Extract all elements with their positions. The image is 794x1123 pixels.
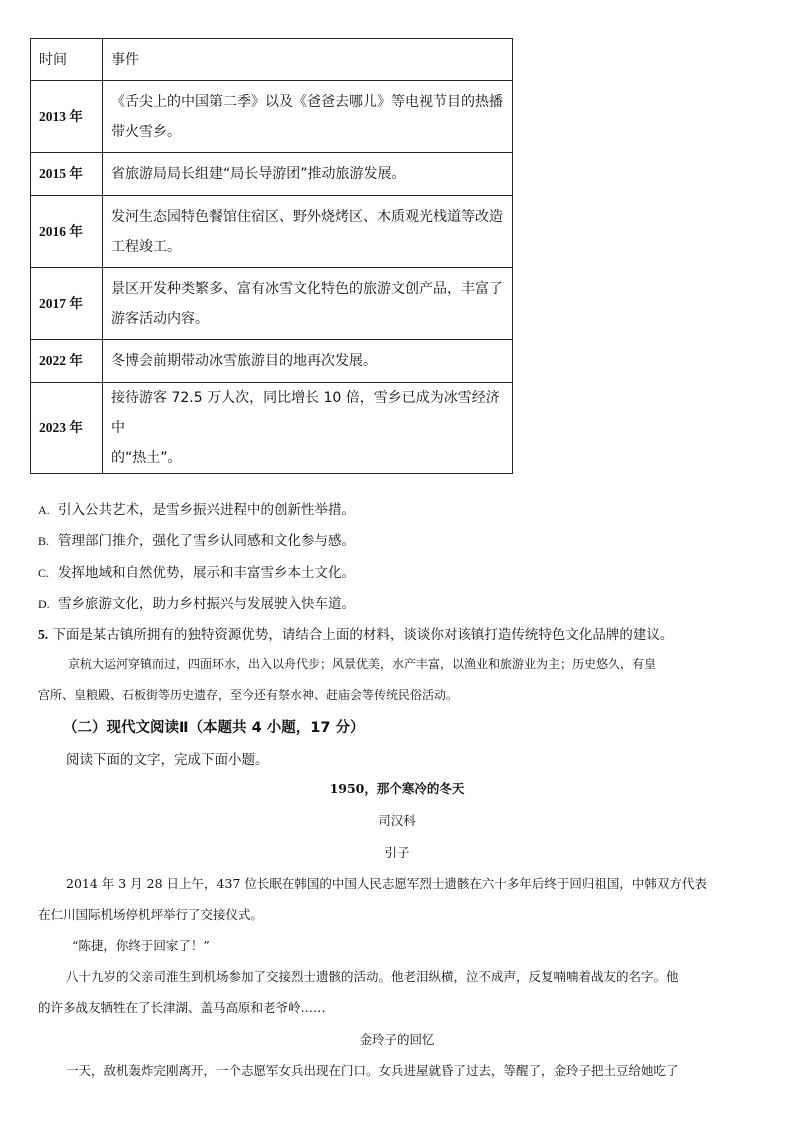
- option-a: [38, 498, 355, 518]
- event-cell: 景区开发种类繁多、富有冰雪文化特色的旅游文创产品，丰富了 游客活动内容。: [103, 268, 513, 340]
- option-letter: A.: [38, 503, 50, 517]
- section-instruction: 阅读下面的文字，完成下面小题。: [66, 752, 269, 768]
- option-letter: C.: [38, 566, 50, 580]
- question-5: [38, 623, 673, 643]
- paragraph-line: 八十九岁的父亲司淮生到机场参加了交接烈士遗骸的活动。他老泪纵横，泣不成声，反复喃喃着战友的名字。他: [66, 969, 679, 984]
- paragraph-line: 的许多战友牺牲在了长津湖、盖马高原和老爷岭……: [38, 1000, 326, 1015]
- year-cell: 2015 年: [31, 153, 103, 196]
- option-letter: D.: [38, 597, 50, 611]
- event-cell: 冬博会前期带动冰雪旅游目的地再次发展。: [103, 340, 513, 383]
- question-number: 5.: [38, 627, 49, 642]
- event-cell: 接待游客 72.5 万人次，同比增长 10 倍，雪乡已成为冰雪经济中 的“热土”。: [103, 383, 513, 474]
- memory-subtitle: 金玲子的回忆: [359, 1032, 435, 1047]
- table-row: [31, 268, 513, 340]
- prologue-heading: 引子: [384, 845, 410, 860]
- event-cell: 省旅游局局长组建“局长导游团”推动旅游发展。: [103, 153, 513, 196]
- year-cell: 2016 年: [31, 196, 103, 268]
- question-text: 下面是某古镇所拥有的独特资源优势，请结合上面的材料，谈谈你对该镇打造传统特色文化品牌的建议。: [52, 627, 674, 643]
- year-cell: 2013 年: [31, 81, 103, 153]
- table-row: [31, 383, 513, 474]
- option-text: 引入公共艺术，是雪乡振兴进程中的创新性举措。: [58, 502, 355, 518]
- table-row: [31, 196, 513, 268]
- option-text: 管理部门推介，强化了雪乡认同感和文化参与感。: [58, 533, 355, 549]
- table-header-row: [31, 39, 513, 81]
- story-title: 1950，那个寒冷的冬天: [329, 781, 465, 796]
- material-line: 宫所、皇粮殿、石板街等历史遗存，至今还有祭水神、赶庙会等传统民俗活动。: [38, 688, 459, 702]
- year-cell: 2023 年: [31, 383, 103, 474]
- header-time: 时间: [31, 39, 103, 81]
- event-cell: 发河生态园特色餐馆住宿区、野外烧烤区、木质观光栈道等改造 工程竣工。: [103, 196, 513, 268]
- option-text: 雪乡旅游文化，助力乡村振兴与发展驶入快车道。: [58, 596, 355, 612]
- year-cell: 2022 年: [31, 340, 103, 383]
- table-row: [31, 153, 513, 196]
- year-cell: 2017 年: [31, 268, 103, 340]
- table-row: [31, 81, 513, 153]
- story-author: 司汉科: [378, 813, 416, 828]
- paragraph-line: 2014 年 3 月 28 日上午，437 位长眠在韩国的中国人民志愿军烈士遗骸在六十多年后终于回归祖国，中韩双方代表: [66, 876, 707, 891]
- paragraph-line: 在仁川国际机场停机坪举行了交接仪式。: [38, 907, 264, 922]
- table-row: [31, 340, 513, 383]
- section-heading: （二）现代文阅读Ⅱ（本题共 4 小题，17 分）: [63, 720, 365, 736]
- timeline-table: [30, 38, 513, 474]
- material-line: 京杭大运河穿镇而过，四面环水，出入以舟代步；风景优美，水产丰富，以渔业和旅游业为主；历史悠久，有皇: [68, 657, 657, 671]
- header-event: 事件: [103, 39, 513, 81]
- option-letter: B.: [38, 534, 50, 548]
- paragraph-line: 一天，敌机轰炸完刚离开，一个志愿军女兵出现在门口。女兵进屋就昏了过去，等醒了，金玲子把土豆给她吃了: [66, 1063, 679, 1078]
- option-b: [38, 529, 355, 549]
- option-text: 发挥地域和自然优势，展示和丰富雪乡本土文化。: [58, 565, 355, 581]
- event-cell: 《舌尖上的中国第二季》以及《爸爸去哪儿》等电视节目的热播 带火雪乡。: [103, 81, 513, 153]
- option-d: [38, 592, 355, 612]
- quote-line: “陈捷，你终于回家了！”: [72, 938, 210, 953]
- option-c: [38, 561, 355, 581]
